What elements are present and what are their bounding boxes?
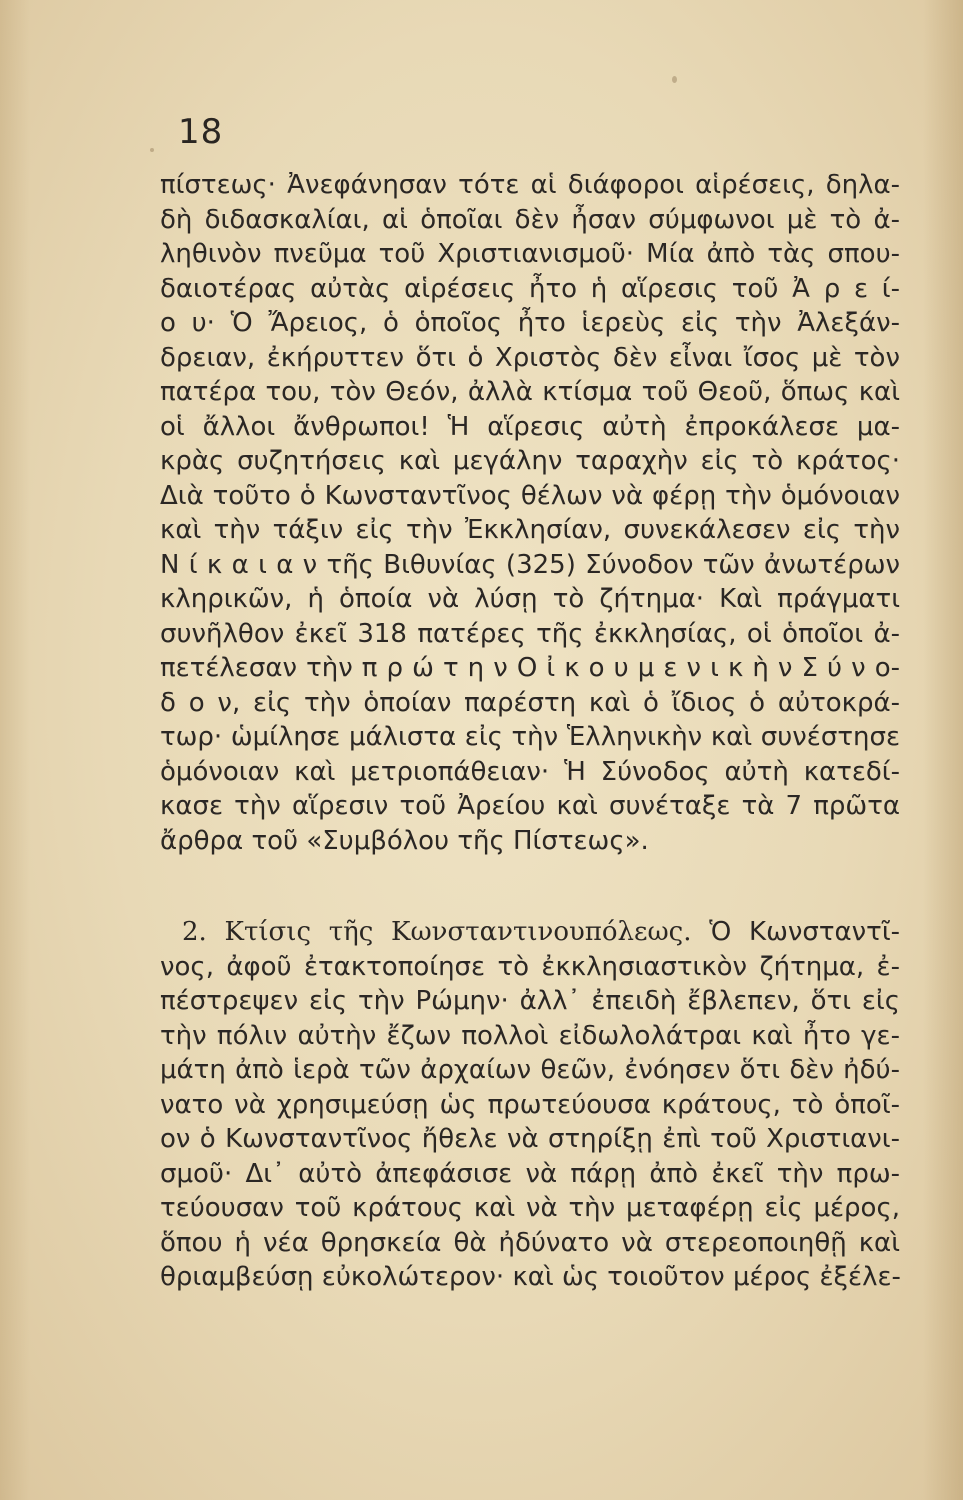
paragraph-gap [160,858,900,915]
text-line: συνῆλθον ἐκεῖ 318 πατέρες τῆς ἐκκλησίας, οἱ ὁποῖοι ἀ- [160,618,900,649]
text-line: πέστρεψεν εἰς τὴν Ρώμην· ἀλλ᾽ ἐπειδὴ ἔβλεπεν, ὅτι εἰς [160,986,900,1016]
text-line: κρὰς συζητήσεις καὶ μεγάλην ταραχὴν εἰς τὸ κράτος· [160,446,900,476]
text-line: δὴ διδασκαλίαι, αἱ ὁποῖαι δὲν ἦσαν σύμφωνοι μὲ τὸ ἀ- [160,204,900,235]
text-line: Ὁ Κωνσταντῖ- [709,917,901,947]
text-line: σμοῦ· Δι᾽ αὐτὸ ἀπεφάσισε νὰ πάρῃ ἀπὸ ἐκεῖ τὴν πρω- [160,1158,900,1189]
text-line: δ ο ν, εἰς τὴν ὁποίαν παρέστη καὶ ὁ ἴδιος ὁ αὐτοκρά- [160,687,900,718]
text-line: τεύουσαν τοῦ κράτους καὶ νὰ τὴν μεταφέρῃ εἰς μέρος, [160,1193,900,1223]
text-line: ο υ· Ὁ Ἄρειος, ὁ ὁποῖος ἦτο ἱερεὺς εἰς τὴν Ἀλεξάν- [160,308,900,338]
text-line: Ν ί κ α ι α ν τῆς Βιθυνίας (325) Σύνοδον τῶν ἀνωτέρων [160,549,900,580]
text-line: τωρ· ὡμίλησε μάλιστα εἰς τὴν Ἑλληνικὴν καὶ συνέστησε [160,722,900,752]
paper-speck [150,148,154,152]
page-edge-shadow-left [0,0,30,1500]
text-line: νος, ἀφοῦ ἐτακτοποίησε τὸ ἐκκλησιαστικὸν ζήτημα, ἐ- [160,951,900,982]
text-line: ληθινὸν πνεῦμα τοῦ Χριστιανισμοῦ· Μία ἀπὸ τὰς σπου- [160,239,900,269]
text-line: ἄρθρα τοῦ «Συμβόλου τῆς Πίστεως». [160,825,649,856]
text-line: κασε τὴν αἵρεσιν τοῦ Ἀρείου καὶ συνέταξε τὰ 7 πρῶτα [160,791,900,821]
section-heading: 2. Κτίσις τῆς Κωνσταντινουπόλεως. [182,917,692,947]
text-line: τὴν πόλιν αὐτὴν ἔζων πολλοὶ εἰδωλολάτραι καὶ ἦτο γε- [160,1020,900,1051]
text-line: καὶ τὴν τάξιν εἰς τὴν Ἐκκλησίαν, συνεκάλεσεν εἰς τὴν [160,515,900,545]
text-line: νατο νὰ χρησιμεύσῃ ὡς πρωτεύουσα κράτους, τὸ ὁποῖ- [160,1089,900,1120]
text-line: δρειαν, ἐκήρυττεν ὅτι ὁ Χριστὸς δὲν εἶναι ἴσος μὲ τὸν [160,342,900,373]
text-line: πατέρα του, τὸν Θεόν, ἀλλὰ κτίσμα τοῦ Θεοῦ, ὅπως καὶ [160,377,900,407]
text-line: θριαμβεύσῃ εὐκολώτερον· καὶ ὡς τοιοῦτον μέρος ἐξέλε- [160,1262,901,1292]
text-line: δαιοτέρας αὐτὰς αἱρέσεις ἦτο ἡ αἵρεσις τοῦ Ἀ ρ ε ί- [160,273,900,304]
paper-speck [672,76,677,83]
text-line: Διὰ τοῦτο ὁ Κωνσταντῖνος θέλων νὰ φέρῃ τὴν ὁμόνοιαν [160,480,900,511]
page-edge-shadow-right [923,0,963,1500]
text-line: πετέλεσαν τὴν π ρ ώ τ η ν Ο ἰ κ ο υ μ ε ν ι κ ὴ ν Σ ύ ν ο- [160,653,900,683]
text-line: μάτη ἀπὸ ἱερὰ τῶν ἀρχαίων θεῶν, ἐνόησεν ὅτι δὲν ἠδύ- [160,1055,900,1085]
text-line: οἱ ἄλλοι ἄνθρωποι! Ἡ αἵρεσις αὐτὴ ἐπροκάλεσε μα- [160,411,900,442]
section-heading-line [160,915,900,950]
text-line: πίστεως· Ἀνεφάνησαν τότε αἱ διάφοροι αἱρέσεις, δηλα- [160,170,900,200]
body-text [160,168,900,1295]
text-line: ον ὁ Κωνσταντῖνος ἤθελε νὰ στηρίξῃ ἐπὶ τοῦ Χριστιανι- [160,1124,900,1154]
text-line: κληρικῶν, ἡ ὁποία νὰ λύσῃ τὸ ζήτημα· Καὶ πράγματι [160,584,900,614]
text-line: ὅπου ἡ νέα θρησκεία θὰ ἠδύνατο νὰ στερεοποιηθῇ καὶ [160,1227,900,1258]
page-number: 18 [178,112,224,152]
text-line: ὁμόνοιαν καὶ μετριοπάθειαν· Ἡ Σύνοδος αὐτὴ κατεδί- [160,756,900,787]
